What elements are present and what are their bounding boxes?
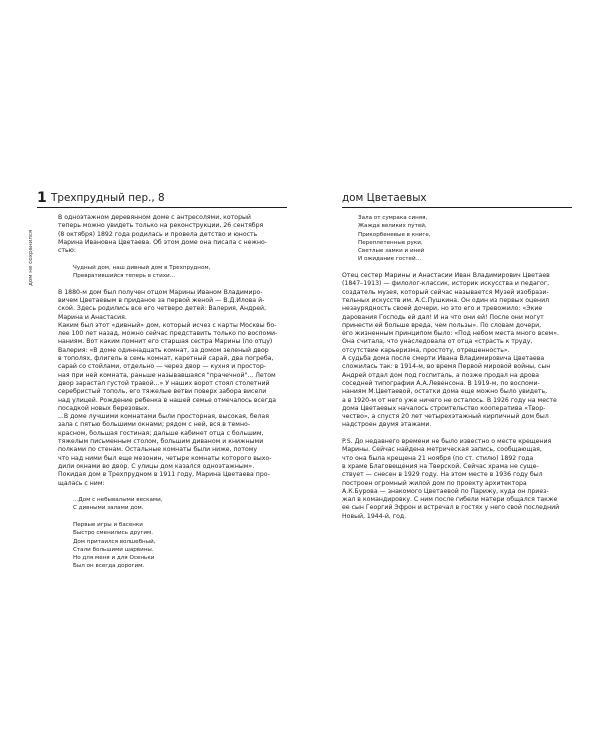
text-line: Новый, 1944-й, год. (342, 512, 407, 520)
paragraph (342, 438, 574, 521)
text-line: построен огромный жилой дом по проекту архитектора (342, 479, 527, 487)
text-line: Андрей отдал дом под госпиталь, а позже продал на дрова (342, 371, 540, 379)
text-line: красном, большая гостиная; дальше кабинет отца с большим, (58, 429, 264, 437)
text-line: а в 1920-м от него уже ничего не осталось. В 1926 году на месте (342, 396, 557, 404)
header-rule-right (342, 207, 572, 208)
text-line: В одноэтажном деревянном доме с антресолями, который (58, 214, 251, 221)
text-line: В 1880-м дом был получен отцом Марины Иваном Владимиро- (58, 288, 263, 296)
text-line: стью: (58, 247, 76, 255)
poem-line: Стали большими шарвины. (73, 546, 154, 553)
poem-line: Зала от сумрака синяя, (358, 215, 428, 221)
text-line: над улицей. Рождение ребенка в нашей семье отмечалось всегда (58, 396, 277, 404)
text-line: соседней типографии А.А.Левенсона. В 1919-м, по воспоми- (342, 379, 540, 387)
chapter-number: 1 (37, 190, 47, 206)
text-line: дарования Господь ей дал! И на что они ей! После они могут (342, 313, 544, 321)
text-line: вичем Цветаевым в приданое за первой женой — В.Д.Илова й- (58, 296, 265, 304)
text-line: сложилась так: в 1914-м, во время Первой мировой войны, сын (342, 363, 551, 371)
poem-excerpt (342, 214, 574, 264)
text-line: что она была крещена 21 ноября (по ст. стилю) 1892 года (342, 454, 534, 462)
block-spacer (342, 264, 574, 272)
poem-line: Превратившийся теперь в стихи... (73, 273, 176, 280)
header-rule-left (37, 207, 287, 208)
text-line: в тополях, флигель в семь комнат, каретный сарай, два погреба, (58, 355, 274, 363)
text-line: чество», а спустя 20 лет четырехэтажный кирпичный дом был (342, 413, 549, 421)
text-line: Каким был этот «дивный» дом, который исчез с карты Москвы бо- (58, 321, 277, 329)
text-line: в храме Благовещения на Тверской. Сейчас храма не суще- (342, 462, 539, 470)
text-line: наниям. Вот каким помнит его старшая сестра Марины (по отцу) (58, 338, 273, 346)
text-line: ная при ней комната, раньше называвшаяся "прачечной"... Летом (58, 371, 276, 379)
poem-line: И ожидание гостей... (358, 256, 421, 263)
poem-line: Первые игры и басенки (73, 521, 143, 528)
poem-excerpt (58, 264, 294, 281)
text-line: что над ними был еще мезонин, четыре комнаты которого выхо- (58, 454, 272, 462)
poem-line: С дивными залами дом. (73, 505, 144, 512)
text-line: Марины. Сейчас найдена метрическая запись, сообщающая, (342, 446, 542, 454)
text-line: щалась с ним: (58, 479, 105, 487)
text-line: P.S. До недавнего времени не было известно о месте крещения (342, 438, 552, 446)
text-line: Отец сестер Марины и Анастасии Иван Владимирович Цветаев (342, 272, 550, 280)
text-line: лее 100 лет назад, можно сейчас представить только по воспоми- (58, 330, 278, 338)
text-line: создатель музея, который сейчас называется Музей изобрази- (342, 288, 549, 296)
text-line: двор зарастал густой травой...» У наших ворот стоял столетний (58, 379, 270, 387)
text-line: незаурядность своей дочери, но это его и тревожило: «Экие (342, 305, 543, 313)
text-line: А судьба дома после смерти Ивана Владимировича Цветаева (342, 355, 545, 363)
chapter-title-continued: дом Цветаевых (342, 192, 427, 204)
text-line: наниям М.Цветаевой, остатки дома еще можно было увидеть, (342, 388, 548, 396)
text-line: серебристый тополь, его тяжелые ветви поверх забора висели (58, 388, 267, 396)
block-spacer (58, 488, 294, 496)
poem-line: Быстро сменились другим. (73, 530, 154, 537)
left-text-column (58, 214, 294, 571)
text-line: тяжелым письменным столом, большим диваном и книжными (58, 438, 264, 446)
text-line: Она считала, что унаследовала от отца «страсть к труду, (342, 338, 533, 346)
paragraph (342, 272, 574, 430)
text-line: жал в командировку. С ним после гибели матери общался также (342, 496, 558, 504)
text-line: зала с пятью большими окнами; рядом с ней, вся в темно- (58, 421, 251, 429)
text-line: отсутствие карьеризма, простоту, отрешенность». (342, 346, 510, 354)
poem-line: Светлые замки и иней (358, 248, 425, 255)
text-line: ее сын Георгий Эфрон и встречал в гостях у него свой последний (342, 504, 560, 512)
text-line: Покидая дом в Трехпрудном в 1911 году, Марина Цветаева про- (58, 471, 270, 479)
paragraph (58, 289, 294, 488)
poem-line: Прикорбеневые в книге, (358, 231, 431, 238)
text-line: сарай со стойлами, отдельно — через двор — кухня и простор- (58, 363, 266, 371)
poem-line: ...Дом с небывалыми весками, (73, 497, 163, 504)
poem-line: Но для меня и для Осеньки (73, 555, 155, 562)
text-line: полками по стенам. Остальные комнаты были ниже, потому (58, 446, 258, 454)
block-spacer (58, 255, 294, 263)
text-line: (1847–1913) — филолог-классик, историк искусства и педагог, (342, 280, 550, 288)
text-line: Валерия: «В доме одиннадцать комнат, за домом зеленый двор (58, 346, 269, 354)
text-line: Марина Ивановна Цветаева. Об этом доме она писала с нежно- (58, 238, 268, 246)
text-line: надстроен двумя этажами. (342, 421, 432, 429)
poem-line: Чудный дом, наш дивный дом в Трехпрудном, (73, 264, 211, 271)
poem-line (58, 513, 294, 521)
poem-line: Дом притаился волшебный, (73, 538, 156, 545)
text-line: (8 октября) 1892 года родилась и провела детство и юность (58, 230, 258, 238)
poem-excerpt (58, 496, 294, 571)
poem-line: Жажда великих путей, (358, 223, 427, 230)
block-spacer (342, 430, 574, 438)
right-text-column (342, 214, 574, 521)
text-line: Марина и Анастасия. (58, 313, 127, 321)
text-line: дили окнами во двор. С улицы дом казался одноэтажным». (58, 462, 255, 470)
text-line: его жизненным принципом было: «Под небом места много всем». (342, 330, 559, 338)
margin-note: дом не сохранился (28, 229, 34, 286)
text-line: ствует — снесен в 1929 году. На этом месте в 1936 году был (342, 471, 543, 479)
poem-line: Был он всегда дорогим. (73, 563, 145, 570)
text-line: А.К.Бурова — знакомого Цветаевой по Парижу, куда он приез- (342, 487, 549, 495)
chapter-title: Трехпрудный пер., 8 (51, 192, 165, 204)
text-line: посадкой новых березовых. (58, 404, 150, 412)
text-line: тельных искусств им. А.С.Пушкина. Он один из первых оценил (342, 296, 550, 304)
paragraph (58, 214, 294, 255)
text-line: ской. Здесь родились все его четверо детей: Валерия, Андрей, (58, 305, 267, 313)
text-line: дома Цветаевых началось строительство кооператива «Твор- (342, 404, 546, 412)
text-line: принести ей больше вреда, чем пользы». По словам дочери, (342, 321, 542, 329)
block-spacer (58, 280, 294, 288)
text-line: теперь можно увидеть только на реконструкции, 26 сентября (58, 222, 264, 230)
poem-line: Переплетенные руки, (358, 239, 423, 246)
text-line: ...В доме лучшими комнатами были просторная, высокая, белая (58, 413, 269, 421)
